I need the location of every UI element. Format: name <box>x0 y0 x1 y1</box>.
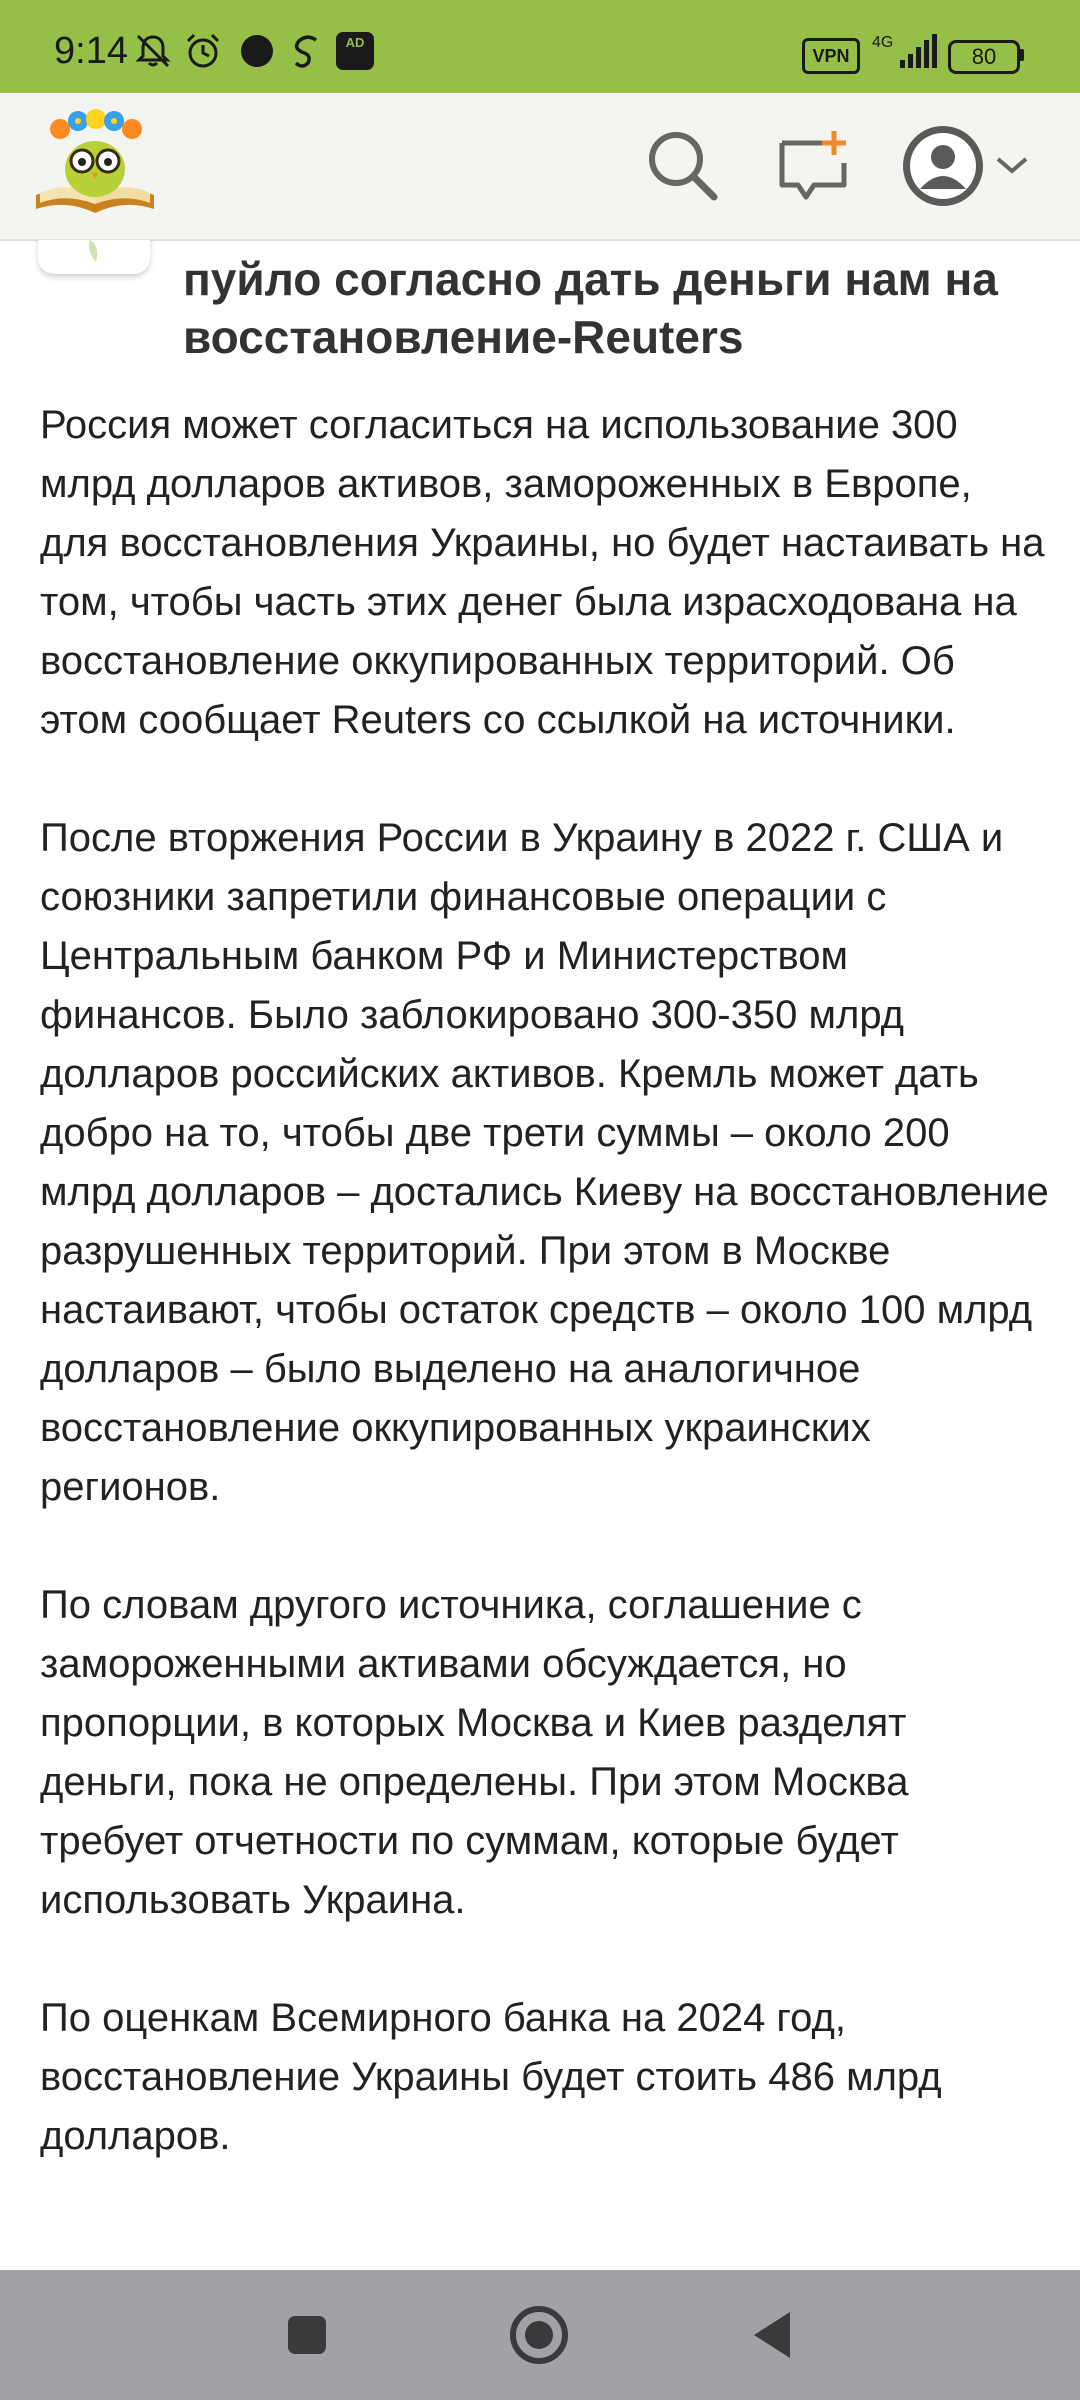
search-icon[interactable] <box>640 123 724 207</box>
record-dot-icon <box>238 32 276 70</box>
article-title: пуйло согласно дать деньги нам на восстановление-Reuters <box>183 253 998 363</box>
bell-off-icon <box>134 32 172 70</box>
signal-icon <box>898 32 938 70</box>
network-type: 4G <box>872 34 894 51</box>
chevron-down-icon[interactable] <box>992 123 1032 207</box>
battery-tip <box>1019 49 1024 61</box>
article-paragraph: По словам другого источника, соглашение с замороженными активами обсуждается, но пропорции, в которых Москва и Киев разделят деньги, пока не определены. При этом Москва требует отчетности по суммам, которые будет использовать Украина. <box>40 1583 909 1922</box>
triangle-back-icon[interactable] <box>736 2298 810 2372</box>
author-avatar-card[interactable] <box>38 240 150 274</box>
status-bar <box>0 0 1080 93</box>
status-time: 9:14 <box>54 30 128 72</box>
user-avatar-icon[interactable] <box>900 123 986 209</box>
alarm-icon <box>184 32 222 70</box>
article-paragraph: После вторжения России в Украину в 2022 г. США и союзники запретили финансовые операции с Центральным банком РФ и Министерством финансов. Было заблокировано 300-350 млрд долларов российских активов. Кремль может дать добро на то, чтобы две трети суммы – около 200 млрд долларов – достались Киеву на восстановление разрушенных территорий. При этом в Москве настаивают, чтобы остаток средств – около 100 млрд долларов – было выделено на аналогичное восстановление оккупированных украинских регионов. <box>40 816 1049 1509</box>
app-header <box>0 93 1080 241</box>
sync-icon <box>288 32 326 70</box>
ad-blocker-icon: AD <box>336 32 374 70</box>
owl-book-logo-icon[interactable] <box>32 109 158 221</box>
vpn-indicator: VPN <box>802 38 860 74</box>
battery-indicator: 80 <box>948 40 1020 74</box>
square-recents-icon[interactable] <box>270 2298 344 2372</box>
circle-home-icon[interactable] <box>502 2298 576 2372</box>
article-paragraph: По оценкам Всемирного банка на 2024 год, восстановление Украины будет стоить 486 млрд долларов. <box>40 1996 942 2158</box>
article-body <box>40 396 1050 2225</box>
system-nav-bar <box>0 2270 1080 2400</box>
leaf-icon <box>38 240 150 274</box>
article-paragraph: Россия может согласиться на использование 300 млрд долларов активов, замороженных в Европе, для восстановления Украины, но будет настаивать на том, чтобы часть этих денег была израсходована на восстановление оккупированных территорий. Об этом сообщает Reuters со ссылкой на источники. <box>40 403 1045 742</box>
new-message-icon[interactable] <box>772 123 856 207</box>
article-content <box>0 240 1080 2270</box>
